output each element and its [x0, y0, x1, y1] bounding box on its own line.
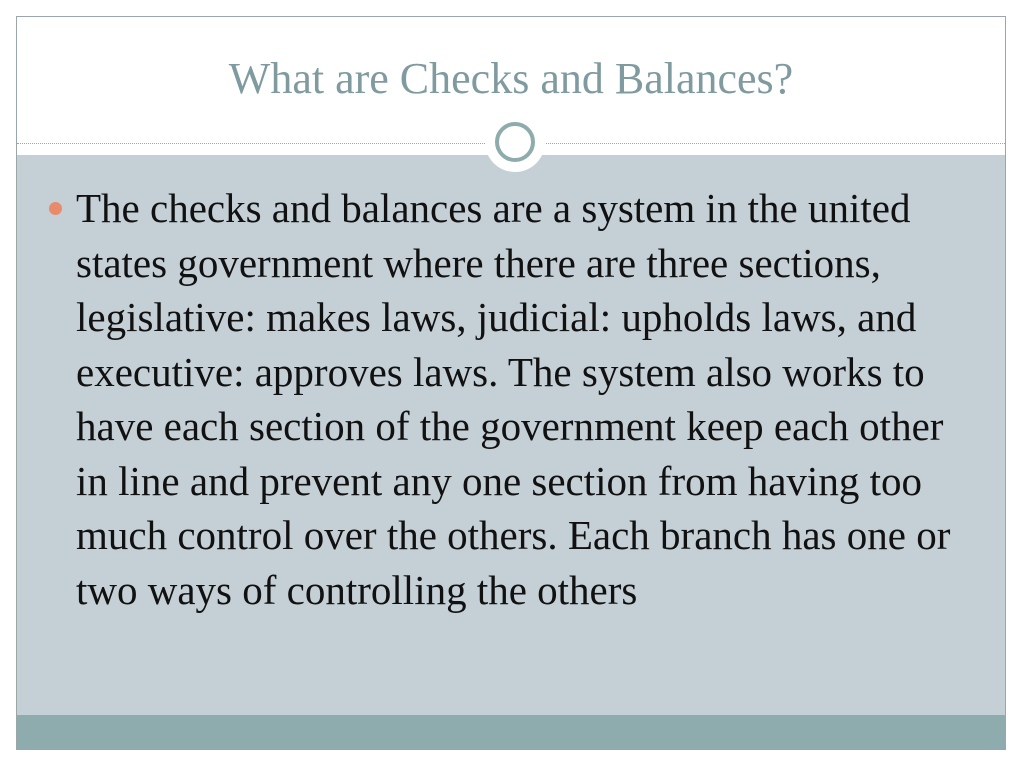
bullet-dot-icon [49, 202, 62, 215]
slide [16, 16, 1006, 750]
slide-title: What are Checks and Balances? [228, 54, 794, 103]
bullet-text: The checks and balances are a system in the united states government where there are three sections, legislative: makes laws, judicial: upholds laws, and executive: approves laws. The system also works to have each section of the government keep each other in line and prevent any one section from having too much control over the others. Each branch has one or two ways of controlling the others [76, 185, 951, 613]
footer-band [17, 715, 1005, 749]
ring-ornament-icon [495, 122, 535, 162]
